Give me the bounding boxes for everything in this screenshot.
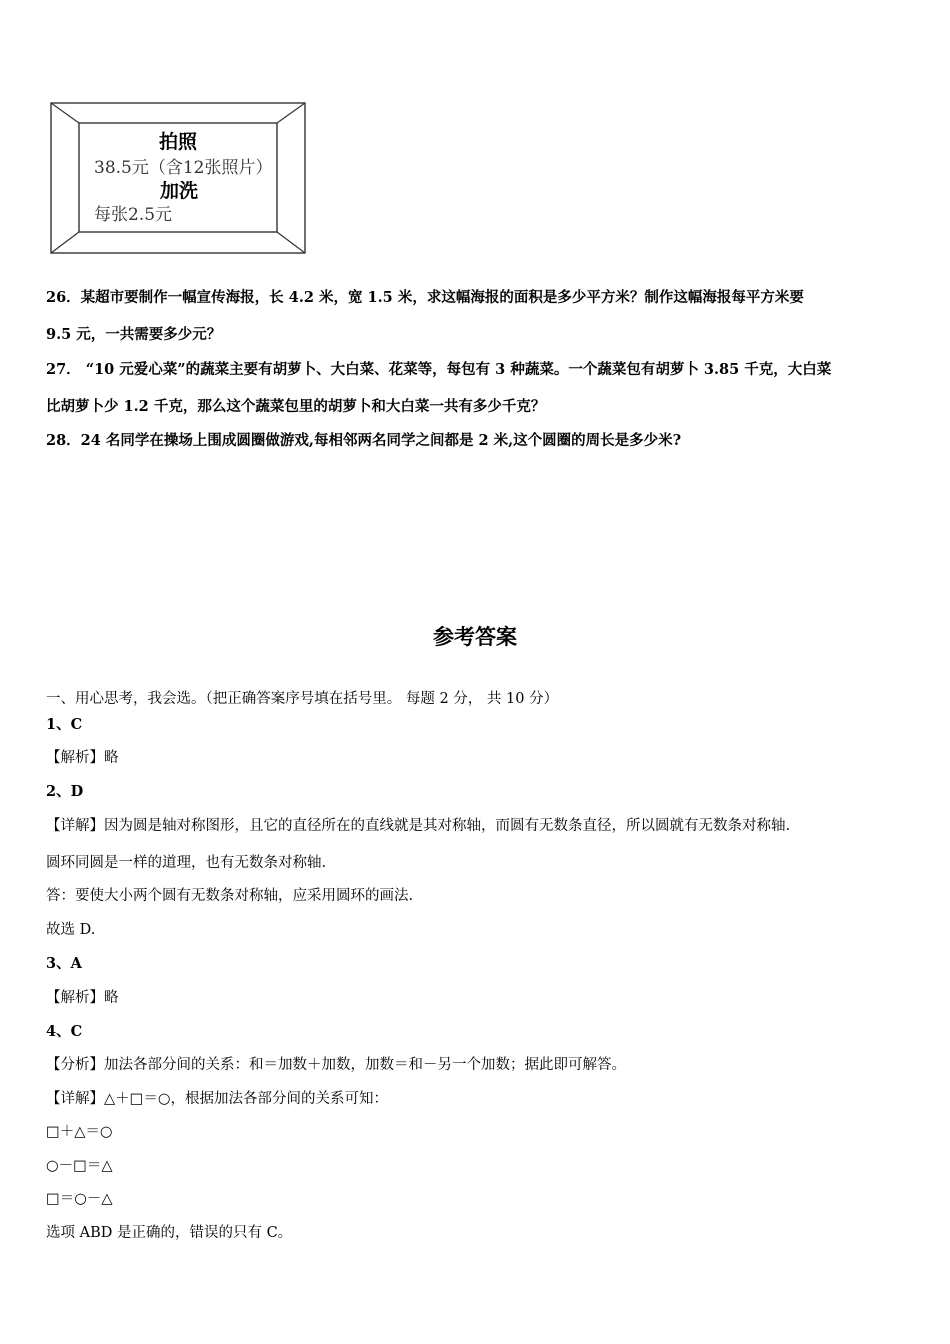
answer-3-note: 【解析】略	[46, 990, 119, 1006]
answer-2-detail-3: 答：要使大小两个圆有无数条对称轴，应采用圆环的画法.	[46, 888, 414, 904]
answer-4-analysis: 【分析】加法各部分间的关系：和＝加数＋加数，加数＝和－另一个加数；据此即可解答。	[46, 1057, 626, 1073]
answer-4-conclusion: 选项 ABD 是正确的，错误的只有 C。	[46, 1225, 293, 1241]
answer-2-detail-1: 【详解】因为圆是轴对称图形，且它的直径所在的直线就是其对称轴，而圆有无数条直径，所以圆就有无数条对称轴.	[46, 818, 791, 834]
answers-title: 参考答案	[433, 624, 517, 649]
sign-price-reprint: 每张2.5元	[94, 205, 173, 225]
answer-4-equation-2: ○－□＝△	[46, 1158, 113, 1174]
answer-4: 4、C	[46, 1023, 83, 1040]
answer-3: 3、A	[46, 955, 82, 972]
sign-heading-reprint: 加洗	[160, 180, 199, 202]
question-26-line1: 26．某超市要制作一幅宣传海报，长 4.2 米，宽 1.5 米，求这幅海报的面积是多少平方米？制作这幅海报每平方米要	[46, 289, 804, 306]
question-26-line2: 9.5 元，一共需要多少元？	[46, 326, 222, 343]
answer-4-equation-1: □＋△＝○	[46, 1124, 113, 1140]
question-27-line2: 比胡萝卜少 1.2 千克，那么这个蔬菜包里的胡萝卜和大白菜一共有多少千克？	[46, 398, 546, 415]
answer-1-note: 【解析】略	[46, 750, 119, 766]
question-27-line1: 27． “10 元爱心菜”的蔬菜主要有胡萝卜、大白菜、花菜等，每包有 3 种蔬菜。一个蔬菜包有胡萝卜 3.85 千克，大白菜	[46, 361, 832, 378]
question-28: 28．24 名同学在操场上围成圆圈做游戏,每相邻两名同学之间都是 2 米,这个圆圈的周长是多少米?	[46, 432, 682, 449]
answer-2-detail-2: 圆环同圆是一样的道理，也有无数条对称轴.	[46, 855, 327, 871]
answer-2-detail-4: 故选 D.	[46, 922, 96, 938]
sign-price-photo: 38.5元（含12张照片）	[94, 158, 273, 178]
answer-4-detail: 【详解】△＋□＝○，根据加法各部分间的关系可知：	[46, 1091, 389, 1107]
answers-section-heading: 一、用心思考，我会选。（把正确答案序号填在括号里。 每题 2 分， 共 10 分）	[46, 691, 559, 707]
answer-1: 1、C	[46, 716, 83, 733]
answer-4-equation-3: □＝○－△	[46, 1191, 113, 1207]
sign-heading-photo: 拍照	[159, 131, 198, 153]
answer-2: 2、D	[46, 783, 84, 800]
